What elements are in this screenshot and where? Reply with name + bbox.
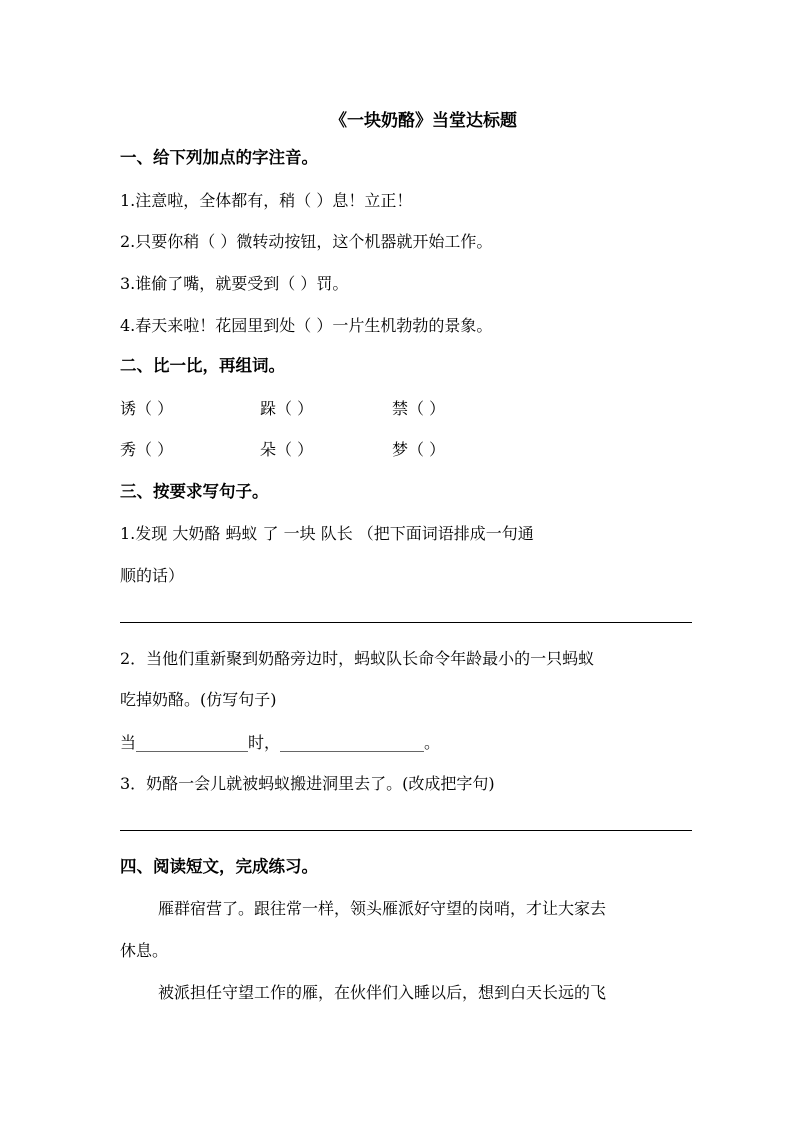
passage-p2-line1: 被派担任守望工作的雁，在伙伴们入睡以后，想到白天长远的飞 (158, 983, 607, 1002)
section1-item-2: 2.只要你稍（ ）微转动按钮，这个机器就开始工作。 (120, 232, 493, 251)
section1-item-3: 3.谁偷了嘴，就要受到（ ）罚。 (120, 274, 349, 293)
section4-heading: 四、阅读短文，完成练习。 (120, 857, 318, 876)
answer-line (120, 622, 692, 623)
section3-heading: 三、按要求写句子。 (120, 482, 269, 501)
word-pair-cell: 诱（ ） (120, 399, 174, 418)
section3-q2-line1: 2．当他们重新聚到奶酪旁边时，蚂蚁队长命令年龄最小的一只蚂蚁 (120, 649, 595, 668)
document-title: 《一块奶酪》当堂达标题 (330, 111, 517, 131)
answer-line (120, 830, 692, 831)
section3-q1-line2: 顺的话） (120, 566, 185, 585)
passage-p1-line1: 雁群宿营了。跟往常一样，领头雁派好守望的岗哨，才让大家去 (158, 899, 607, 918)
passage-p1-line2: 休息。 (120, 941, 169, 960)
word-pair-cell: 禁（ ） (392, 399, 446, 418)
section1-item-4: 4.春天来啦！花园里到处（ ）一片生机勃勃的景象。 (120, 316, 493, 335)
section3-q1-line1: 1.发现 大奶酪 蚂蚁 了 一块 队长 （把下面词语排成一句通 (120, 524, 534, 543)
section3-q2-line3: 当______________时，__________________。 (120, 733, 441, 752)
word-pair-cell: 朵（ ） (260, 440, 314, 459)
section3-q2-line2: 吃掉奶酪。(仿写句子) (120, 690, 277, 709)
section3-q3-line1: 3．奶酪一会儿就被蚂蚁搬进洞里去了。(改成把字句) (120, 774, 495, 793)
word-pair-cell: 跺（ ） (260, 399, 314, 418)
section1-item-1: 1.注意啦，全体都有，稍（ ）息！立正！ (120, 191, 413, 210)
word-pair-cell: 秀（ ） (120, 440, 174, 459)
section1-heading: 一、给下列加点的字注音。 (120, 148, 318, 167)
word-pair-cell: 梦（ ） (392, 440, 446, 459)
section2-heading: 二、比一比，再组词。 (120, 356, 285, 375)
